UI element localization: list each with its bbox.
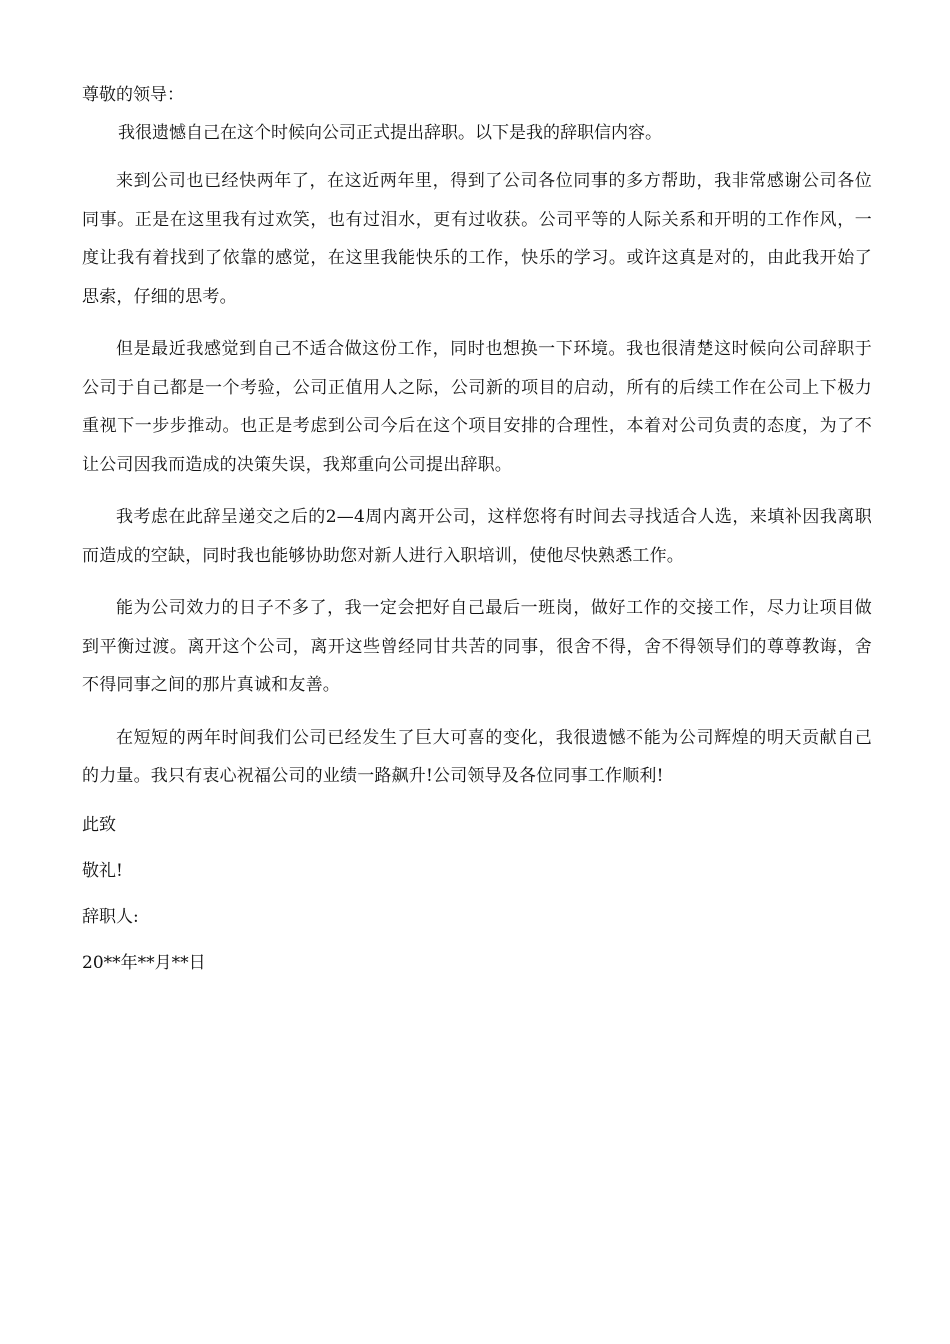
intro-line: 我很遗憾自己在这个时候向公司正式提出辞职。以下是我的辞职信内容。	[118, 123, 662, 143]
signer-label: 辞职人:	[82, 906, 139, 927]
letter-date: 20**年**月**日	[82, 952, 206, 973]
resignation-letter	[82, 80, 872, 994]
salutation: 尊敬的领导：	[82, 85, 184, 105]
paragraph-1: 来到公司也已经快两年了，在这近两年里，得到了公司各位同事的多方帮助，我非常感谢公司各位同事。正是在这里我有过欢笑，也有过泪水，更有过收获。公司平等的人际关系和开明的工作作风，一度让我有着找到了依靠的感觉，在这里我能快乐的工作，快乐的学习。或许这真是对的，由此我开始了思索，仔细的思考。	[82, 171, 872, 307]
paragraph-5: 在短短的两年时间我们公司已经发生了巨大可喜的变化，我很遗憾不能为公司辉煌的明天贡献自己的力量。我只有衷心祝福公司的业绩一路飙升!公司领导及各位同事工作顺利!	[82, 727, 872, 786]
closing-line-1: 此致	[82, 814, 116, 835]
closing-block	[82, 810, 872, 978]
paragraph-3: 我考虑在此辞呈递交之后的2—4周内离开公司，这样您将有时间去寻找适合人选，来填补因我离职而造成的空缺，同时我也能够协助您对新人进行入职培训，使他尽快熟悉工作。	[82, 507, 872, 566]
closing-line-2: 敬礼!	[82, 860, 123, 881]
paragraph-2: 但是最近我感觉到自己不适合做这份工作，同时也想换一下环境。我也很清楚这时候向公司辞职于公司于自己都是一个考验，公司正值用人之际，公司新的项目的启动，所有的后续工作在公司上下极力重视下一步步推动。也正是考虑到公司今后在这个项目安排的合理性，本着对公司负责的态度，为了不让公司因我而造成的决策失误，我郑重向公司提出辞职。	[82, 339, 872, 475]
paragraph-4: 能为公司效力的日子不多了，我一定会把好自己最后一班岗，做好工作的交接工作，尽力让项目做到平衡过渡。离开这个公司，离开这些曾经同甘共苦的同事，很舍不得，舍不得领导们的尊尊教诲，舍不得同事之间的那片真诚和友善。	[82, 598, 872, 695]
